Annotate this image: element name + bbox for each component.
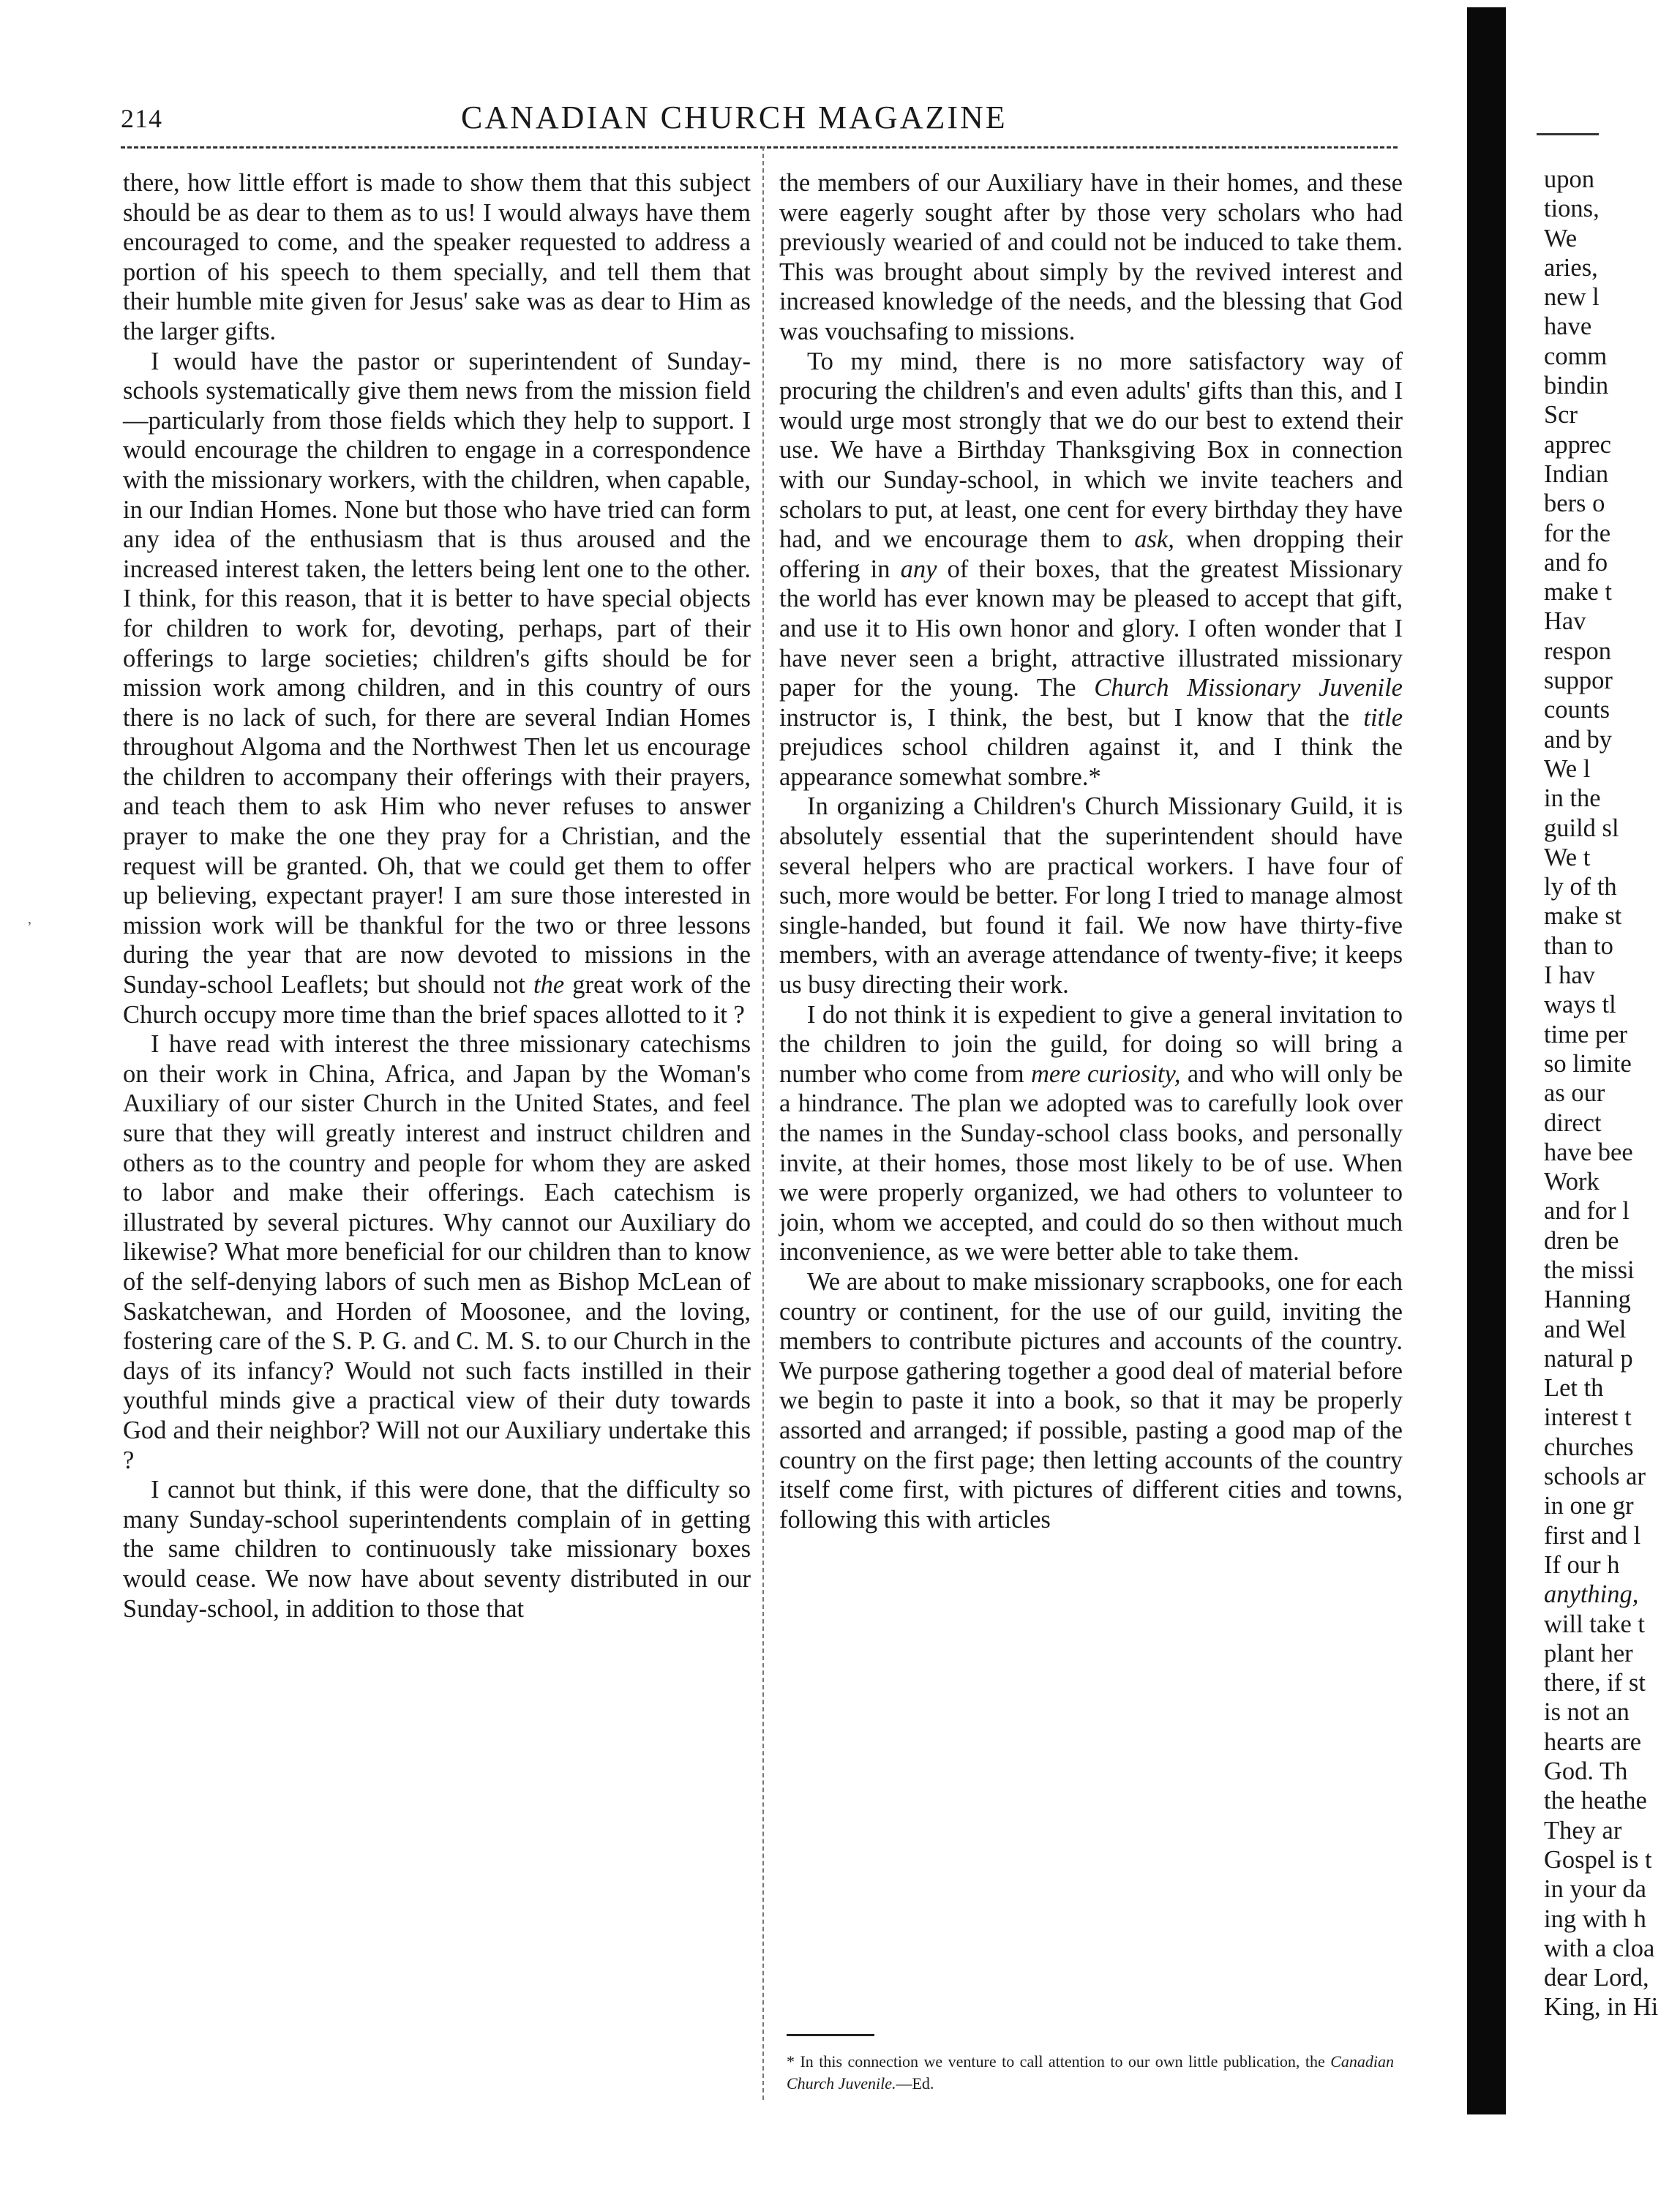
right-fragment-line: Hanning xyxy=(1544,1286,1631,1314)
right-fragment-line: We l xyxy=(1544,754,1591,783)
right-fragment-line: and fo xyxy=(1544,548,1608,577)
right-fragment-line: tions, xyxy=(1544,195,1600,223)
right-fragment-line: We xyxy=(1544,224,1578,252)
right-fragment-line: If our h xyxy=(1544,1550,1620,1579)
right-fragment-line: make t xyxy=(1544,578,1612,607)
left-paragraph-2: I would have the pastor or superintendent of Sunday-schools systematically give them news from the mission field—particularly from those fields which they help to support. I would encourage the children to engage in a correspondence with the missionary workers, with the children, when capable, in our Indian Homes. None but those who have tried can form any idea of the enthusiasm that is thus aroused and the increased interest taken, the letters being lent one to the other. I think, for this reason, that it is better to have special objects for children to work for, devoting, perhaps, part of their offerings to large societies; children's gifts should be for mission work among children, and in this country of ours there is no lack of such, for there are several Indian Homes throughout Algoma and the Northwest Then let us encourage the children to accompany their offerings with their prayers, and teach them to ask Him who never refuses to answer prayer to make the one they pray for a Christian, and the request will be granted. Oh, that we could get them to offer up believing, expectant prayer! I am sure those interested in mission work will be thankful for the two or three lessons during the year that are now devoted to missions in the Sunday-school Leaflets; but should not the great work of the Church occupy more time than the brief spaces allotted to it ? xyxy=(123,347,751,1029)
right-fragment-line: and Wel xyxy=(1544,1315,1627,1343)
right-fragment-line: Indian xyxy=(1544,459,1609,488)
right-header-rule xyxy=(1537,133,1599,135)
middle-paragraph-3: In organizing a Children's Church Missionary Guild, it is absolutely essential that the superintendent should have several helpers who are practical workers. I have four of such, more would be better. For long I tried to manage almost single-handed, but found it fail. We now have thirty-five members, with an average attendance of twenty-five; it keeps us busy directing their work. xyxy=(779,792,1403,999)
right-fragment-line: first and l xyxy=(1544,1521,1641,1550)
right-fragment-line: Hav xyxy=(1544,607,1586,636)
right-fragment-line: time per xyxy=(1544,1020,1627,1048)
right-fragment-line: aries, xyxy=(1544,253,1598,282)
right-fragment-line: for the xyxy=(1544,519,1611,547)
right-fragment-line: with a cloa xyxy=(1544,1934,1655,1962)
left-paragraph-3: I have read with interest the three missionary catechisms on their work in China, Africa, and Japan by the Woman's Auxiliary of our sister Church in the United States, and feel sure that they will greatly interest and instruct children and others as to the country and people for whom they are asked to labor and make their offerings. Each catechism is illustrated by several pictures. Why cannot our Auxiliary do likewise? What more beneficial for our children than to know of the self-denying labors of such men as Bishop McLean of Saskatchewan, and Horden of Moosonee, and the loving, fostering care of the S. P. G. and C. M. S. to our Church in the days of its infancy? Would not such facts instilled in their youthful minds give a practical view of their duty towards God and their neighbor? Will not our Auxiliary undertake this ? xyxy=(123,1030,751,1474)
middle-column xyxy=(779,168,1403,1534)
right-fragment-line: churches xyxy=(1544,1433,1634,1461)
right-fragment-line: bers o xyxy=(1544,489,1605,518)
right-fragment-line: apprec xyxy=(1544,430,1611,459)
middle-paragraph-1: the members of our Auxiliary have in their homes, and these were eagerly sought after by those very scholars who had previously wearied of and could not be induced to take them. This was brought about simply by the revived interest and increased knowledge of the needs, and the blessing that God was vouchsafing to missions. xyxy=(779,169,1403,345)
right-fragment-line: counts xyxy=(1544,696,1610,724)
right-fragment-line: there, if st xyxy=(1544,1669,1646,1697)
right-column-fragments xyxy=(1544,165,1659,2038)
right-fragment-line: the heathe xyxy=(1544,1787,1647,1815)
right-fragment-line: Let th xyxy=(1544,1374,1604,1403)
scan-gutter-shadow xyxy=(1467,7,1506,2114)
right-fragment-line: Gospel is t xyxy=(1544,1845,1652,1874)
right-fragment-line: I hav xyxy=(1544,961,1595,990)
right-fragment-line: schools ar xyxy=(1544,1463,1646,1491)
right-fragment-line: interest t xyxy=(1544,1403,1632,1432)
column-divider xyxy=(762,146,764,2100)
right-fragment-line: hearts are xyxy=(1544,1727,1642,1756)
right-fragment-line: make st xyxy=(1544,902,1622,931)
right-fragment-line: anything, xyxy=(1544,1580,1639,1609)
stray-ink-mark: , xyxy=(28,911,31,927)
right-fragment-line: and for l xyxy=(1544,1197,1630,1226)
middle-paragraph-4: I do not think it is expedient to give a general invitation to the children to join the guild, for doing so will bring a number who come from mere curiosity, and who will only be a hindrance. The plan we adopted was to carefully look over the names in the Sunday-school class books, and personally invite, at their homes, those most likely to be of use. When we were properly organized, we had others to volunteer to join, whom we accepted, and could do so then without much inconvenience, as we were better able to take them. xyxy=(779,1000,1403,1266)
page-title: CANADIAN CHURCH MAGAZINE xyxy=(461,100,1008,135)
right-fragment-line: new l xyxy=(1544,283,1600,312)
right-fragment-line: in the xyxy=(1544,784,1601,813)
right-fragment-line: King, in Hi xyxy=(1544,1993,1659,2022)
right-fragment-line: and by xyxy=(1544,725,1612,754)
right-fragment-line: natural p xyxy=(1544,1344,1633,1373)
right-fragment-line: We t xyxy=(1544,843,1591,871)
right-fragment-line: Work xyxy=(1544,1168,1600,1196)
footnote: * In this connection we venture to call attention to our own little publication, the Canadian Church Juvenile.—Ed. xyxy=(787,2052,1395,2093)
footnote-rule xyxy=(787,2034,874,2036)
right-fragment-line: as our xyxy=(1544,1079,1605,1108)
page-number: 214 xyxy=(121,104,162,133)
right-fragment-line: in your da xyxy=(1544,1875,1646,1904)
right-fragment-line: plant her xyxy=(1544,1639,1633,1667)
right-fragment-line: Scr xyxy=(1544,401,1578,429)
header-rule xyxy=(121,146,1398,149)
middle-paragraph-5: We are about to make missionary scrapbooks, one for each country or continent, for the use of our guild, inviting the members to contribute pictures and accounts of the country. We purpose gathering together a good deal of material before we begin to paste it into a book, so that it may be properly assorted and arranged; if possible, pasting a good map of the country on the first page; then letting accounts of the country itself come first, with pictures of different cities and towns, following this with articles xyxy=(779,1267,1403,1534)
right-fragment-line: ly of th xyxy=(1544,873,1617,901)
right-fragment-line: They ar xyxy=(1544,1816,1622,1844)
right-fragment-line: have xyxy=(1544,312,1592,341)
page-header xyxy=(121,99,1398,143)
right-fragment-line: ing with h xyxy=(1544,1904,1646,1933)
right-fragment-line: will take t xyxy=(1544,1610,1645,1638)
right-fragment-line: God. Th xyxy=(1544,1757,1628,1786)
right-fragment-line: bindin xyxy=(1544,372,1609,400)
right-fragment-line: is not an xyxy=(1544,1698,1630,1727)
left-paragraph-4: I cannot but think, if this were done, that the difficulty so many Sunday-school superintendents complain of in getting the same children to continuously take missionary boxes would cease. We now have about seventy distributed in our Sunday-school, in addition to those that xyxy=(123,1476,751,1623)
right-fragment-line: in one gr xyxy=(1544,1492,1634,1520)
right-fragment-line: guild sl xyxy=(1544,814,1619,842)
right-fragment-line: dren be xyxy=(1544,1226,1619,1255)
right-fragment-line: so limite xyxy=(1544,1049,1632,1078)
left-column xyxy=(123,168,751,1624)
right-fragment-line: suppor xyxy=(1544,667,1613,695)
right-fragment-line: upon xyxy=(1544,165,1594,193)
right-fragment-line: the missi xyxy=(1544,1256,1635,1284)
right-fragment-line: direct xyxy=(1544,1108,1602,1137)
right-fragment-line: respon xyxy=(1544,637,1611,665)
right-fragment-line: ways tl xyxy=(1544,991,1616,1019)
right-fragment-line: dear Lord, xyxy=(1544,1964,1649,1992)
middle-paragraph-2: To my mind, there is no more satisfactory way of procuring the children's and even adults' gifts than this, and I would urge most strongly that we do our best to extend their use. We have a Birthday Thanksgiving Box in connection with our Sunday-school, in which we invite teachers and scholars to put, at least, one cent for every birthday they have had, and we encourage them to ask, when dropping their offering in any of their boxes, that the greatest Missionary the world has ever known may be pleased to accept that gift, and use it to His own honor and glory. I often wonder that I have never seen a bright, attractive illustrated missionary paper for the young. The Church Missionary Juvenile instructor is, I think, the best, but I know that the title prejudices school children against it, and I think the appearance somewhat sombre.* xyxy=(779,347,1403,791)
left-paragraph-1: there, how little effort is made to show them that this subject should be as dear to them as to us! I would always have them encouraged to come, and the speaker requested to address a portion of his speech to them specially, and tell them that their humble mite given for Jesus' sake was as dear to Him as the larger gifts. xyxy=(123,169,751,345)
right-fragment-line: have bee xyxy=(1544,1138,1633,1166)
right-fragment-line: than to xyxy=(1544,931,1613,960)
right-fragment-line: comm xyxy=(1544,342,1608,370)
